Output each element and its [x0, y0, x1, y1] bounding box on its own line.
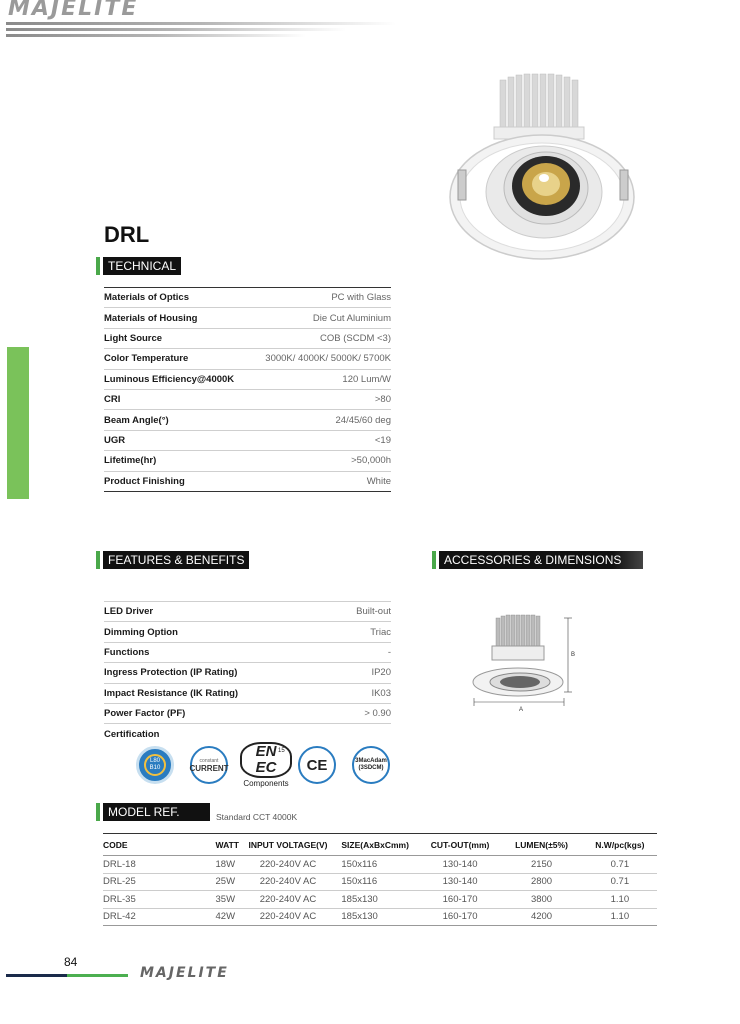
accessories-heading-label: ACCESSORIES & DIMENSIONS [439, 551, 643, 569]
cell: DRL-18 [103, 856, 188, 874]
features-heading-label: FEATURES & BENEFITS [103, 551, 249, 569]
product-image [444, 72, 640, 268]
constant-current-badge-icon [190, 746, 228, 784]
spec-key: Beam Angle(°) [104, 414, 169, 426]
spec-key: Product Finishing [104, 475, 185, 487]
certification-badges [136, 743, 396, 788]
spec-value: > 0.90 [364, 708, 391, 720]
spec-row [104, 724, 391, 744]
spec-value: IK03 [371, 687, 391, 699]
l80-label: L80 [149, 758, 160, 764]
spec-row [104, 349, 391, 369]
cell: 150x116 [335, 873, 420, 891]
col-header: N.W/pc(kgs) [583, 834, 657, 856]
spec-key: Certification [104, 729, 160, 741]
spec-key: Luminous Efficiency@4000K [104, 373, 235, 385]
spec-row [104, 451, 391, 471]
table-row [103, 891, 657, 909]
spec-row [104, 431, 391, 451]
spec-key: Color Temperature [104, 353, 189, 365]
spec-key: Impact Resistance (IK Rating) [104, 687, 239, 699]
col-header: CUT-OUT(mm) [420, 834, 500, 856]
cell: 0.71 [583, 856, 657, 874]
model-heading-label: MODEL REF. [103, 803, 210, 821]
cell: 160-170 [420, 908, 500, 926]
product-title: DRL [104, 222, 150, 247]
col-header: CODE [103, 834, 188, 856]
model-header-row [103, 834, 657, 856]
spec-row [104, 472, 391, 492]
ce-label: CE [306, 756, 328, 774]
brand-logo-top: MAJELITE [8, 0, 139, 21]
spec-key: Materials of Housing [104, 312, 198, 324]
col-header: INPUT VOLTAGE(V) [241, 834, 336, 856]
cell: 4200 [500, 908, 582, 926]
cell: DRL-35 [103, 891, 188, 909]
spec-value: 24/45/60 deg [335, 414, 391, 426]
side-accent-bar [7, 347, 29, 499]
cell: 220-240V AC [241, 891, 336, 909]
spec-value: Triac [370, 626, 391, 638]
cell: 35W [188, 891, 241, 909]
section-marker [96, 551, 100, 569]
spec-row [104, 663, 391, 683]
table-row [103, 873, 657, 891]
cell: 220-240V AC [241, 856, 336, 874]
enec-logo: EN EC [240, 742, 292, 778]
cell: 150x116 [335, 856, 420, 874]
cell: 1.10 [583, 891, 657, 909]
cell: 3800 [500, 891, 582, 909]
dim-a-label: A [519, 707, 524, 713]
brand-logo-bottom: MAJELITE [140, 965, 229, 981]
spec-value: - [387, 646, 391, 658]
spec-key: Power Factor (PF) [104, 708, 186, 720]
footer-decor-line [6, 974, 128, 977]
section-marker [96, 803, 100, 821]
spec-value: 120 Lum/W [342, 373, 391, 385]
technical-table [104, 287, 391, 492]
current-label: CURRENT [189, 763, 229, 773]
macadam-badge-icon [352, 746, 390, 784]
spec-value: Built-out [356, 606, 391, 618]
features-heading [96, 551, 249, 569]
col-header: SIZE(AxBxCmm) [335, 834, 420, 856]
dimension-drawing [468, 604, 588, 714]
model-table [103, 833, 657, 926]
technical-heading-label: TECHNICAL [103, 257, 181, 275]
spec-row [104, 288, 391, 308]
spec-key: UGR [104, 434, 126, 446]
cell: 18W [188, 856, 241, 874]
spec-value: IP20 [371, 667, 391, 679]
table-row [103, 908, 657, 926]
dim-b-label: B [571, 652, 576, 658]
spec-row [104, 390, 391, 410]
spec-key: LED Driver [104, 606, 154, 618]
spec-key: Dimming Option [104, 626, 178, 638]
constant-label: constant [199, 757, 219, 764]
cell: 220-240V AC [241, 908, 336, 926]
col-header: WATT [188, 834, 241, 856]
section-marker [96, 257, 100, 275]
cell: 42W [188, 908, 241, 926]
spec-key: Light Source [104, 332, 163, 344]
spec-value: >50,000h [351, 455, 391, 467]
cell: DRL-42 [103, 908, 188, 926]
spec-row [104, 329, 391, 349]
table-row [103, 856, 657, 874]
spec-value: Die Cut Aluminium [312, 312, 391, 324]
cell: 185x130 [335, 891, 420, 909]
spec-value: >80 [374, 394, 391, 406]
spec-value: COB (SCDM <3) [320, 332, 391, 344]
spec-key: CRI [104, 394, 121, 406]
header-decor-lines [6, 22, 406, 40]
spec-row [104, 684, 391, 704]
spec-row [104, 622, 391, 642]
cell: 220-240V AC [241, 873, 336, 891]
spec-row [104, 410, 391, 430]
cell: 2150 [500, 856, 582, 874]
ce-badge-icon [298, 746, 336, 784]
spec-key: Materials of Optics [104, 292, 189, 304]
spec-key: Ingress Protection (IP Rating) [104, 667, 238, 679]
cell: 130-140 [420, 856, 500, 874]
macadam-label: 3MacAdam [355, 758, 387, 764]
cell: 25W [188, 873, 241, 891]
spec-key: Functions [104, 646, 150, 658]
b10-label: B10 [149, 765, 161, 771]
col-header: LUMEN(±5%) [500, 834, 582, 856]
spec-row [104, 602, 391, 622]
spec-value: White [366, 475, 391, 487]
cell: DRL-25 [103, 873, 188, 891]
spec-row [104, 704, 391, 724]
cell: 130-140 [420, 873, 500, 891]
section-marker [432, 551, 436, 569]
cell: 185x130 [335, 908, 420, 926]
cell: 1.10 [583, 908, 657, 926]
standard-cct-note: Standard CCT 4000K [216, 812, 298, 822]
technical-heading [96, 257, 181, 275]
cell: 2800 [500, 873, 582, 891]
features-table [104, 601, 391, 745]
enec-number: 15 [278, 748, 285, 754]
spec-value: 3000K/ 4000K/ 5000K/ 5700K [265, 353, 391, 365]
cell: 160-170 [420, 891, 500, 909]
model-heading [96, 803, 210, 821]
accessories-heading [432, 551, 643, 569]
spec-value: <19 [374, 434, 391, 446]
sdcm-label: (3SDCM) [358, 765, 384, 771]
page-number: 84 [64, 955, 78, 969]
spec-value: PC with Glass [331, 292, 391, 304]
spec-row [104, 643, 391, 663]
enec-badge-icon [240, 743, 292, 788]
spec-row [104, 370, 391, 390]
spec-row [104, 308, 391, 328]
enec-caption: Components [243, 779, 289, 788]
l80-badge-icon [136, 746, 174, 784]
cell: 0.71 [583, 873, 657, 891]
spec-key: Lifetime(hr) [104, 455, 157, 467]
